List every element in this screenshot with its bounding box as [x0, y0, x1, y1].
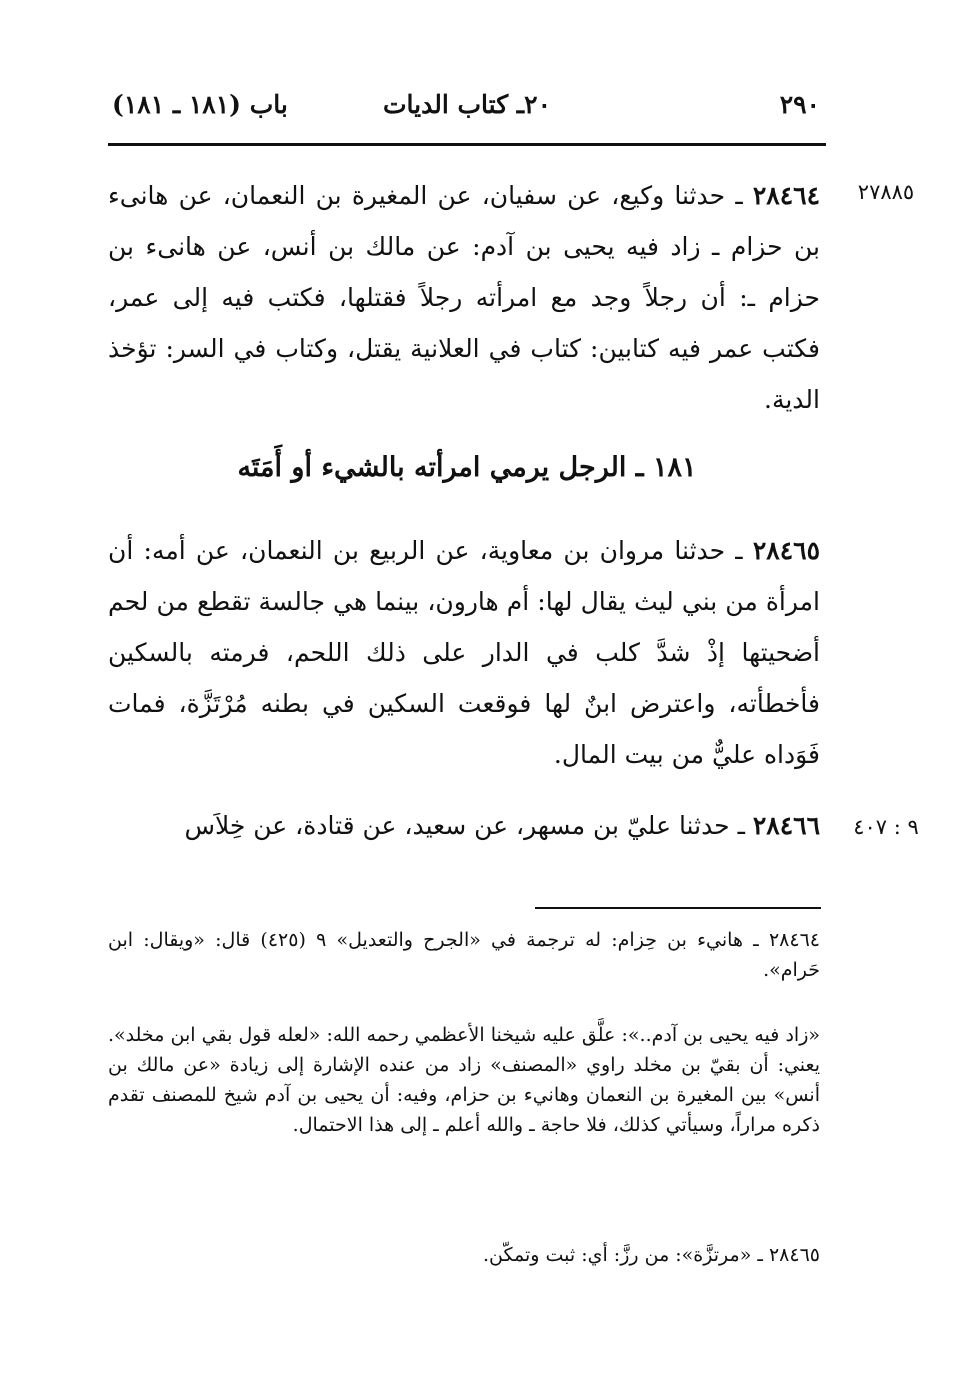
- margin-reference: ٢٧٨٨٥: [857, 180, 915, 204]
- footnote-rule: [535, 907, 821, 909]
- running-header: [108, 86, 826, 126]
- hadith-text: ـ حدثنا مروان بن معاوية، عن الربيع بن النعمان، عن أمه: أن امرأة من بني ليث يقال لها: أم هارون، بينما هي جالسة تقطع من لحم أضحيتها إذْ شدَّ كلب في الدار على ذلك اللحم، فرمته بالسكين فأخطأته، واعترض ابنٌ لها فوقعت السكين في بطنه مُرْتَزَّة، فمات فَوَداه عليٌّ من بيت المال.: [108, 536, 820, 769]
- hadith-28466: [108, 800, 820, 851]
- hadith-number: ٢٨٤٦٦: [752, 811, 820, 840]
- book-title: ٢٠ـ كتاب الديات: [383, 90, 551, 119]
- hadith-28464: [108, 170, 820, 425]
- margin-reference: ٩ : ٤٠٧: [853, 815, 919, 839]
- hadith-text: ـ حدثنا عليّ بن مسهر، عن سعيد، عن قتادة، عن خِلاَس: [184, 811, 753, 840]
- header-rule: [108, 143, 826, 146]
- hadith-text: ـ حدثنا وكيع، عن سفيان، عن المغيرة بن النعمان، عن هانىء بن حزام ـ زاد فيه يحيى بن آدم: عن مالك بن أنس، عن هانىء بن حزام ـ: أن رجلاً وجد مع امرأته رجلاً فقتلها، فكتب فيه إلى عمر، فكتب عمر فيه كتابين: كتاب في العلانية يقتل، وكتاب في السر: تؤخذ الدية.: [108, 181, 820, 414]
- footnote: ٢٨٤٦٤ ـ هانيء بن حِزام: له ترجمة في «الجرح والتعديل» ٩ (٤٢٥) قال: «ويقال: ابن حَرام».: [108, 929, 820, 981]
- chapter-reference: باب (١٨١ ـ ١٨١): [112, 90, 288, 119]
- hadith-28465: [108, 525, 820, 780]
- section-title: ١٨١ ـ الرجل يرمي امرأته بالشيء أو أَمَتَه: [237, 452, 697, 483]
- hadith-number: ٢٨٤٦٥: [752, 536, 820, 565]
- page-number: ٢٩٠: [779, 90, 820, 119]
- footnote: ٢٨٤٦٥ ـ «مرتزَّة»: من رزَّ: أي: ثبت وتمكّن.: [483, 1244, 820, 1266]
- footnote: «زاد فيه يحيى بن آدم..»: علَّق عليه شيخنا الأعظمي رحمه الله: «لعله قول بقي ابن مخلد». يعني: أن بقيّ بن مخلد راوي «المصنف» زاد من عنده الإشارة إلى زيادة «عن مالك بن أنس» بين المغيرة بن النعمان وهانيء بن حزام، وفيه: أن يحيى بن آدم شيخ للمصنف تقدم ذكره مراراً، وسيأتي كذلك، فلا حاجة ـ والله أعلم ـ إلى هذا الاحتمال.: [108, 1024, 820, 1136]
- hadith-number: ٢٨٤٦٤: [752, 181, 820, 210]
